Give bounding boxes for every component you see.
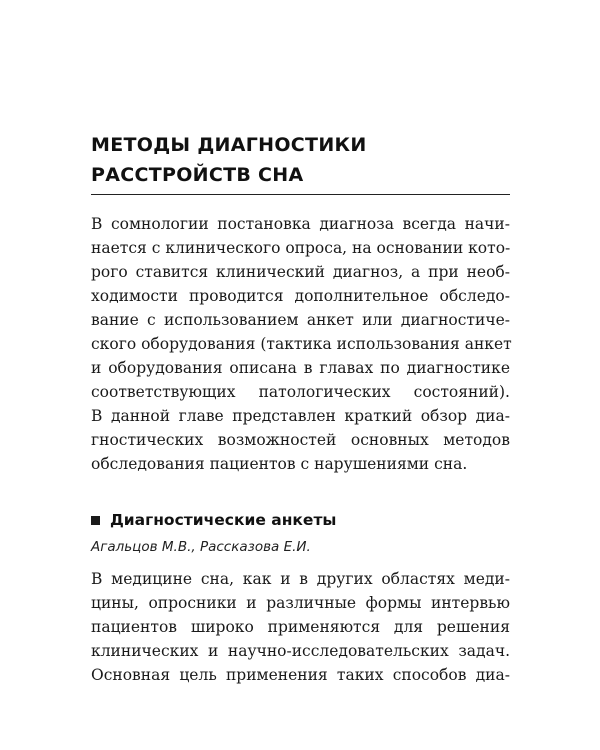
paragraph-line: ходимости проводится дополнительное обследо- xyxy=(91,287,510,305)
section-heading-text: Диагностические анкеты xyxy=(110,511,337,529)
paragraph-line: обследования пациентов с нарушениями сна. xyxy=(91,455,468,473)
paragraph-line: и оборудования описана в главах по диагностике xyxy=(91,359,510,377)
chapter-title xyxy=(91,130,521,190)
paragraph-line: клинических и научно-исследовательских задач. xyxy=(91,642,510,660)
paragraph-line: нается с клинического опроса, на основании кото- xyxy=(91,239,511,257)
paragraph-line: соответствующих патологических состояний). xyxy=(91,383,510,401)
paragraph-line: В медицине сна, как и в других областях меди- xyxy=(91,570,510,588)
paragraph-line: В сомнологии постановка диагноза всегда начи- xyxy=(91,215,510,233)
paragraph-line: пациентов широко применяются для решения xyxy=(91,618,510,636)
paragraph-line: рого ставится клинический диагноз, а при необ- xyxy=(91,263,510,281)
chapter-title-line-1: МЕТОДЫ ДИАГНОСТИКИ xyxy=(91,134,367,156)
paragraph-line: вание с использованием анкет или диагностиче- xyxy=(91,311,510,329)
intro-paragraph xyxy=(91,212,510,476)
square-bullet-icon xyxy=(91,516,100,525)
title-divider xyxy=(91,194,510,195)
section-authors: Агальцов М.В., Рассказова Е.И. xyxy=(91,539,311,555)
paragraph-line: гностических возможностей основных методов xyxy=(91,431,510,449)
chapter-title-line-2: РАССТРОЙСТВ СНА xyxy=(91,164,304,186)
paragraph-line: В данной главе представлен краткий обзор диа- xyxy=(91,407,510,425)
paragraph-line: ского оборудования (тактика использования анкет xyxy=(91,335,512,353)
paragraph-line: цины, опросники и различные формы интервью xyxy=(91,594,510,612)
section-paragraph xyxy=(91,567,510,687)
section-heading xyxy=(91,509,510,531)
paragraph-line: Основная цель применения таких способов диа- xyxy=(91,666,510,684)
